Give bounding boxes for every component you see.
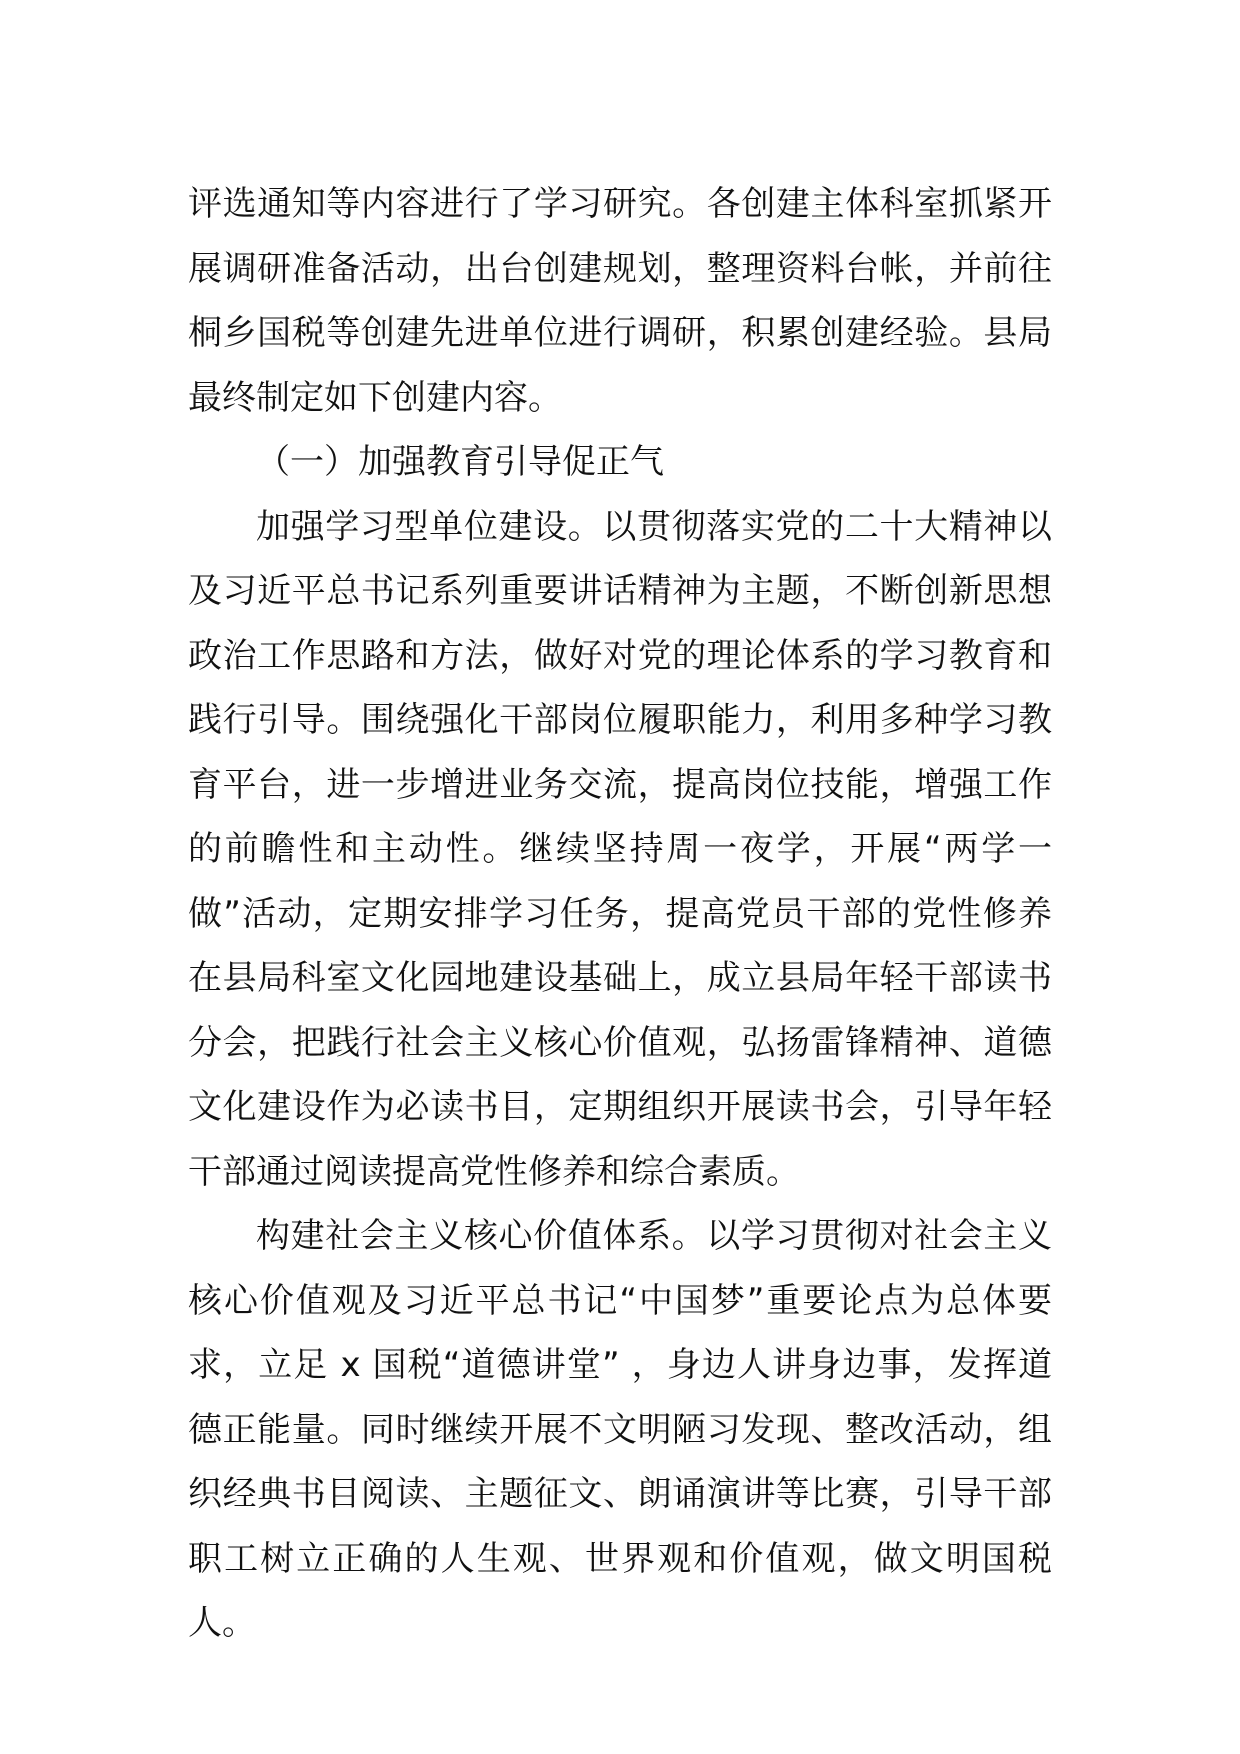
document-body xyxy=(188,172,1052,1656)
section-heading: （一）加强教育引导促正气 xyxy=(256,442,664,482)
paragraph-learning-unit: 加强学习型单位建设。以贯彻落实党的二十大精神以及习近平总书记系列重要讲话精神为主题，不断创新思想政治工作思路和方法，做好对党的理论体系的学习教育和践行引导。围绕强化干部岗位履职能力，利用多种学习教育平台，进一步增进业务交流，提高岗位技能，增强工作的前瞻性和主动性。继续坚持周一夜学，开展“两学一做”活动，定期安排学习任务，提高党员干部的党性修养在县局科室文化园地建设基础上，成立县局年轻干部读书分会，把践行社会主义核心价值观，弘扬雷锋精神、道德文化建设作为必读书目，定期组织开展读书会，引导年轻干部通过阅读提高党性修养和综合素质。 xyxy=(188,506,1052,1192)
paragraph-core-values: 构建社会主义核心价值体系。以学习贯彻对社会主义核心价值观及习近平总书记“中国梦”重要论点为总体要求，立足 x 国税“道德讲堂” ，身边人讲身边事，发挥道德正能量。同时继续开展不文明陋习发现、整改活动，组织经典书目阅读、主题征文、朗诵演讲等比赛，引导干部职工树立正确的人生观、世界观和价值观，做文明国税人。 xyxy=(188,1216,1052,1643)
paragraph-intro: 评选通知等内容进行了学习研究。各创建主体科室抓紧开展调研准备活动，出台创建规划，整理资料台帐，并前往桐乡国税等创建先进单位进行调研，积累创建经验。县局最终制定如下创建内容。 xyxy=(188,184,1052,418)
